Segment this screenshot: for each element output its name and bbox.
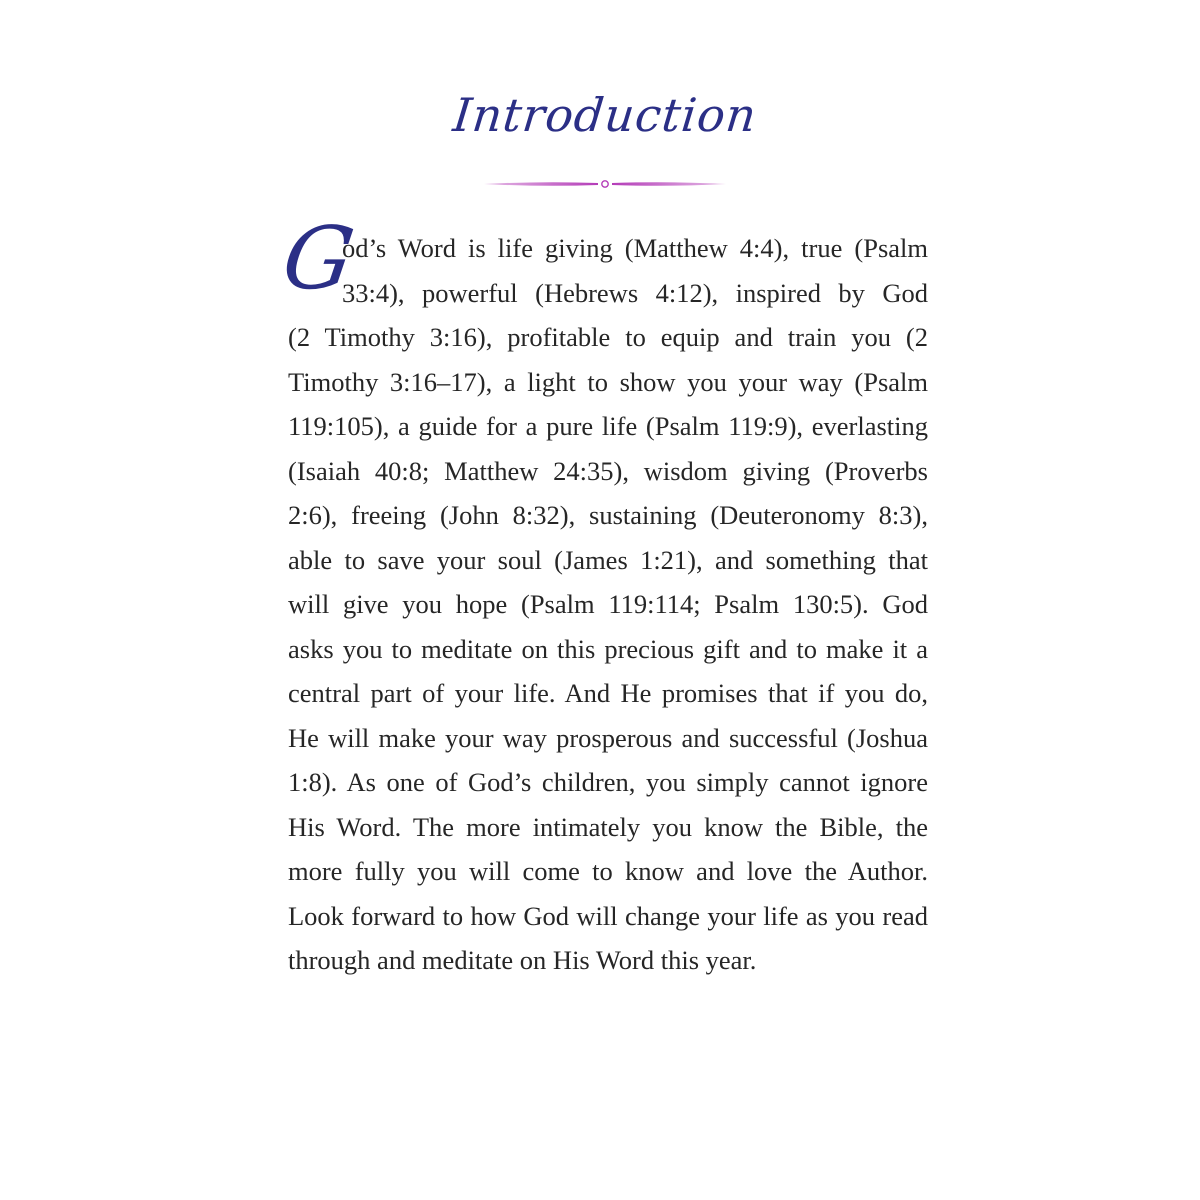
page-title: Introduction [450,88,760,142]
paragraph-line: Timothy 3:16–17), a light to show you your way (Psalm [288,366,928,397]
paragraph-line: (Isaiah 40:8; Matthew 24:35), wisdom giving (Proverbs [288,455,928,486]
paragraph-line: will give you hope (Psalm 119:114; Psalm 130:5). God [288,589,928,619]
paragraph-line: able to save your soul (James 1:21), and something that [288,544,928,575]
paragraph-line: His Word. The more intimately you know the Bible, the [288,811,928,842]
paragraph-line: od’s Word is life giving (Matthew 4:4), true (Psalm [342,233,928,263]
paragraph-line: asks you to meditate on this precious gift and to make it a [288,633,928,664]
paragraph-line: 2:6), freeing (John 8:32), sustaining (Deuteronomy 8:3), [288,500,928,530]
paragraph-line: 33:4), powerful (Hebrews 4:12), inspired by God [342,277,928,308]
introduction-paragraph [288,226,928,983]
paragraph-line: (2 Timothy 3:16), profitable to equip and train you (2 [288,322,928,352]
paragraph-line: 119:105), a guide for a pure life (Psalm 119:9), everlasting [288,411,928,441]
paragraph-line: central part of your life. And He promises that if you do, [288,678,928,708]
paragraph-line: He will make your way prosperous and successful (Joshua [288,722,928,753]
paragraph-line: through and meditate on His Word this year. [288,945,757,975]
drop-cap-letter: G [276,209,360,309]
ornamental-divider [482,176,728,192]
paragraph-line: 1:8). As one of God’s children, you simply cannot ignore [288,767,928,797]
paragraph-line: more fully you will come to know and love the Author. [288,856,928,886]
paragraph-line: Look forward to how God will change your life as you read [288,900,928,931]
